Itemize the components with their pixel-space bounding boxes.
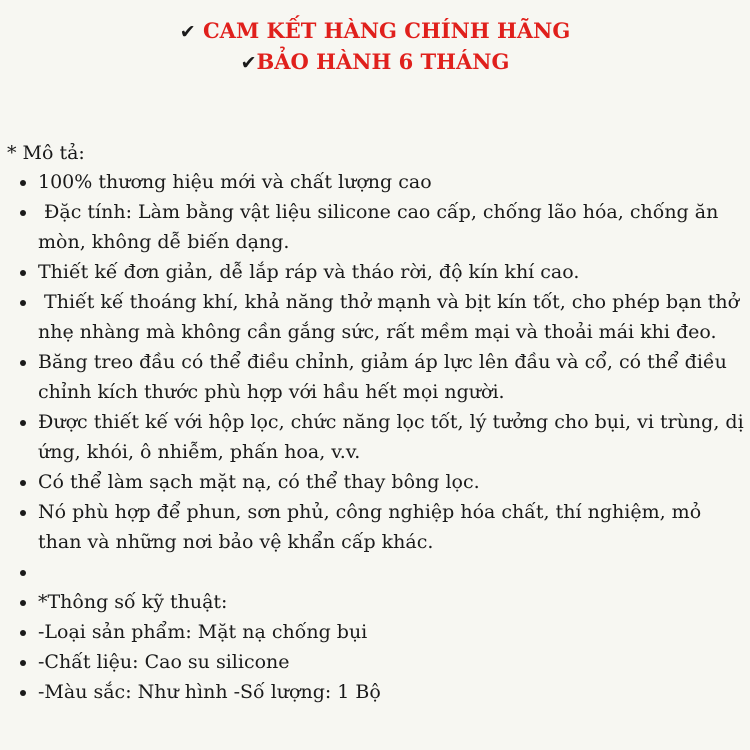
list-item: • *Thông số kỹ thuật: [38,587,745,617]
guarantee-header [0,16,750,78]
description-label: * Mô tả: [7,142,85,164]
list-item: • Được thiết kế với hộp lọc, chức năng lọc tốt, lý tưởng cho bụi, vi trùng, dị ứng, khói, ô nhiễm, phấn hoa, v.v. [38,407,745,467]
list-item: • Thiết kế thoáng khí, khả năng thở mạnh và bịt kín tốt, cho phép bạn thở nhẹ nhàng mà không cần gắng sức, rất mềm mại và thoải mái khi đeo. [38,287,745,347]
checkmark-icon: ✔ [240,52,257,74]
list-item: • Có thể làm sạch mặt nạ, có thể thay bông lọc. [38,467,745,497]
list-item: • Thiết kế đơn giản, dễ lắp ráp và tháo rời, độ kín khí cao. [38,257,745,287]
list-item: • -Chất liệu: Cao su silicone [38,647,745,677]
list-item: • 100% thương hiệu mới và chất lượng cao [38,167,745,197]
warranty-line [0,47,750,78]
checkmark-icon: ✔ [179,21,196,43]
feature-list [0,167,750,707]
list-item: • Đặc tính: Làm bằng vật liệu silicone cao cấp, chống lão hóa, chống ăn mòn, không dễ biến dạng. [38,197,745,257]
warranty-text: BẢO HÀNH 6 THÁNG [256,49,510,74]
genuine-guarantee-line [0,16,750,47]
list-item-empty [38,557,745,587]
list-item: • Băng treo đầu có thể điều chỉnh, giảm áp lực lên đầu và cổ, có thể điều chỉnh kích thước phù hợp với hầu hết mọi người. [38,347,745,407]
genuine-guarantee-text: CAM KẾT HÀNG CHÍNH HÃNG [202,18,571,43]
list-item: • Nó phù hợp để phun, sơn phủ, công nghiệp hóa chất, thí nghiệm, mỏ than và những nơi bảo vệ khẩn cấp khác. [38,497,745,557]
list-item: • -Màu sắc: Như hình -Số lượng: 1 Bộ [38,677,745,707]
list-item: • -Loại sản phẩm: Mặt nạ chống bụi [38,617,745,647]
